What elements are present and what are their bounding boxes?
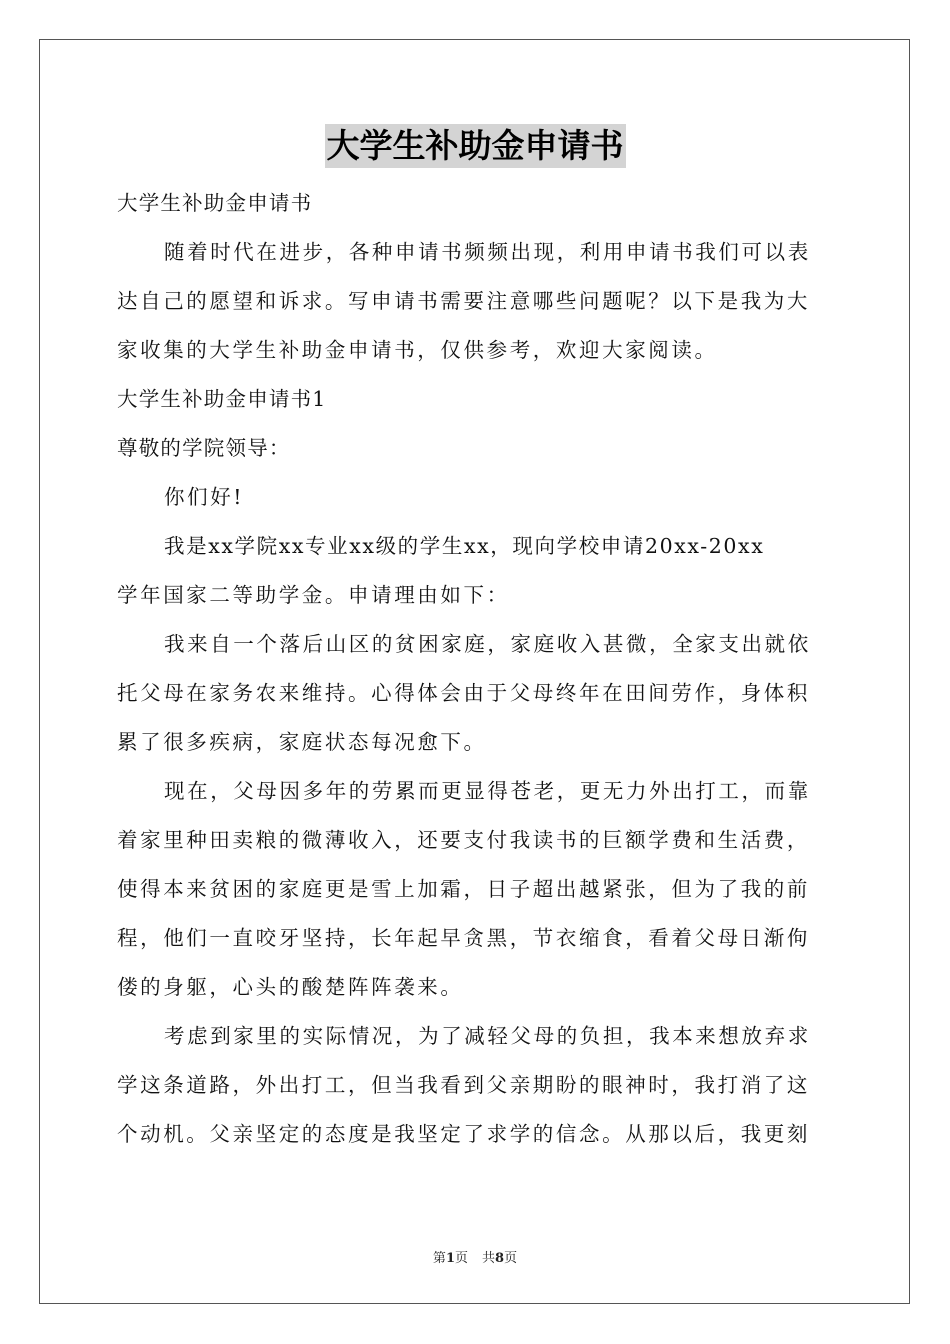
text-line: 程，他们一直咬牙坚持，长年起早贪黑，节衣缩食，看着父母日渐佝 — [117, 926, 810, 950]
intro-paragraph — [117, 228, 833, 375]
total-suffix: 页 — [504, 1251, 518, 1266]
page-suffix: 页 — [454, 1251, 468, 1266]
document-title: 大学生补助金申请书 — [325, 124, 626, 168]
paragraph-application — [117, 522, 833, 620]
text-line: 学这条道路，外出打工，但当我看到父亲期盼的眼神时，我打消了这 — [117, 1073, 810, 1097]
text-line: 个动机。父亲坚定的态度是我坚定了求学的信念。从那以后，我更刻 — [117, 1122, 810, 1146]
document-body — [117, 179, 833, 1159]
text-line: 使得本来贫困的家庭更是雪上加霜，日子超出越紧张，但为了我的前 — [117, 877, 810, 901]
paragraph-family-background — [117, 620, 833, 767]
salutation: 尊敬的学院领导： — [117, 436, 291, 460]
text-line: 现在，父母因多年的劳累而更显得苍老，更无力外出打工，而靠 — [164, 779, 811, 803]
text-line: 达自己的愿望和诉求。写申请书需要注意哪些问题呢？以下是我为大 — [117, 289, 810, 313]
total-page-number: 8 — [495, 1251, 505, 1266]
title-container — [0, 124, 950, 168]
document-subtitle: 大学生补助金申请书 — [117, 191, 313, 215]
text-line: 偻的身躯，心头的酸楚阵阵袭来。 — [117, 975, 464, 999]
current-page-number: 1 — [445, 1251, 455, 1266]
total-prefix: 共 — [482, 1251, 496, 1266]
text-line: 家收集的大学生补助金申请书，仅供参考，欢迎大家阅读。 — [117, 338, 718, 362]
text-line: 我是xx学院xx专业xx级的学生xx，现向学校申请20xx-20xx — [164, 534, 765, 558]
text-line: 考虑到家里的实际情况，为了减轻父母的负担，我本来想放弃求 — [164, 1024, 811, 1048]
paragraph-decision — [117, 1012, 833, 1159]
page-footer — [0, 1247, 950, 1266]
text-line: 学年国家二等助学金。申请理由如下： — [117, 583, 510, 607]
text-line: 着家里种田卖粮的微薄收入，还要支付我读书的巨额学费和生活费， — [117, 828, 810, 852]
greeting: 你们好! — [164, 485, 245, 509]
page-prefix: 第 — [432, 1251, 446, 1266]
paragraph-current-situation — [117, 767, 833, 1012]
section-heading: 大学生补助金申请书1 — [117, 387, 327, 411]
text-line: 托父母在家务农来维持。心得体会由于父母终年在田间劳作，身体积 — [117, 681, 810, 705]
text-line: 随着时代在进步，各种申请书频频出现，利用申请书我们可以表 — [164, 240, 811, 264]
text-line: 我来自一个落后山区的贫困家庭，家庭收入甚微，全家支出就依 — [164, 632, 811, 656]
text-line: 累了很多疾病，家庭状态每况愈下。 — [117, 730, 487, 754]
